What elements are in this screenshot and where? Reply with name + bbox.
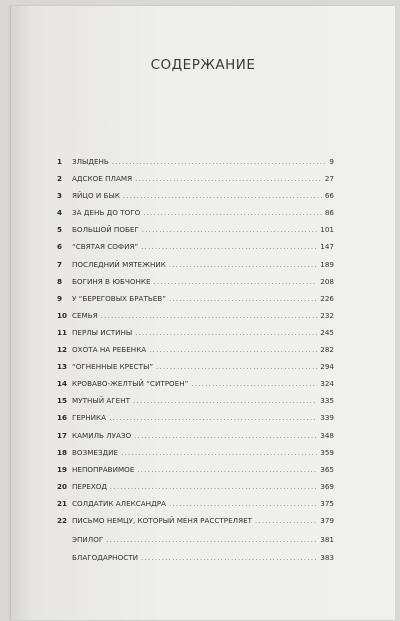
chapter-number: 14 [57, 379, 68, 389]
page-number: 66 [324, 191, 334, 201]
chapter-title: ВОЗМЕЗДИЕ [72, 447, 119, 457]
page-number: 208 [320, 276, 334, 286]
chapter-title: МУТНЫЙ АГЕНТ [72, 396, 131, 406]
chapter-title: ЗА ДЕНЬ ДО ТОГО [72, 208, 141, 218]
chapter-title: ПИСЬМО НЕМЦУ, КОТОРЫЙ МЕНЯ РАССТРЕЛЯЕТ [72, 515, 253, 525]
page-number: 86 [324, 208, 334, 218]
page-number: 282 [320, 345, 334, 355]
chapter-number: 22 [57, 515, 68, 525]
chapter-number: 21 [57, 498, 68, 508]
dot-leader [121, 449, 317, 457]
section-title: ЭПИЛОГ [72, 535, 104, 544]
dot-leader [101, 312, 318, 320]
toc-entry [57, 413, 334, 430]
chapter-title: ГЕРНИКА [72, 413, 107, 423]
section-title: БЛАГОДАРНОСТИ [72, 552, 139, 562]
chapter-title: “СВЯТАЯ СОФИЯ” [72, 242, 139, 252]
back-matter-entry [72, 553, 334, 571]
toc-entry [57, 260, 334, 277]
chapter-title: СЕМЬЯ [72, 310, 98, 320]
chapter-number: 6 [57, 242, 63, 252]
chapter-number: 12 [57, 345, 68, 355]
toc-entry [57, 191, 334, 208]
dot-leader [109, 414, 317, 422]
dot-leader [169, 500, 317, 508]
dot-leader [156, 363, 317, 371]
dot-leader [141, 243, 317, 251]
dot-leader [134, 432, 317, 440]
toc-entry [57, 448, 334, 465]
chapter-title: У “БЕРЕГОВЫХ БРАТЬЕВ” [72, 293, 166, 303]
toc-entry [57, 294, 334, 311]
back-matter-entry [72, 535, 334, 553]
page-number: 101 [320, 225, 334, 235]
toc-entry [57, 311, 334, 328]
page-number: 335 [320, 396, 334, 406]
chapter-title: БОЛЬШОЙ ПОБЕГ [72, 225, 139, 235]
chapter-title: “ОГНЕННЫЕ КРЕСТЫ” [72, 362, 154, 372]
toc-entry [57, 499, 334, 516]
dot-leader [137, 466, 317, 474]
chapter-number: 15 [57, 396, 68, 406]
chapter-title: ОХОТА НА РЕБЕНКА [72, 345, 147, 355]
page-number: 226 [320, 293, 334, 303]
page-number: 294 [320, 362, 334, 372]
toc-entry [57, 431, 334, 448]
page-number: 365 [320, 464, 334, 474]
toc-entry [57, 242, 334, 259]
page-title: СОДЕРЖАНИЕ [150, 57, 256, 73]
chapter-number: 5 [57, 225, 63, 235]
toc-entry [57, 516, 334, 533]
chapter-number: 8 [57, 276, 63, 286]
dot-leader [142, 226, 317, 234]
dot-leader [110, 483, 317, 491]
toc-entry [57, 174, 334, 191]
dot-leader [143, 209, 322, 217]
toc-entry [57, 328, 334, 345]
chapter-number: 3 [57, 191, 63, 201]
chapter-title: ПЕРЕХОД [72, 481, 108, 491]
page-number: 339 [320, 413, 334, 423]
page-number: 359 [320, 447, 334, 457]
page-number: 383 [320, 552, 334, 562]
toc-entry [57, 208, 334, 225]
chapter-number: 11 [57, 327, 68, 337]
chapter-number: 2 [57, 174, 63, 184]
toc-entry [57, 225, 334, 242]
book-page [11, 6, 395, 620]
toc-entry [57, 379, 334, 396]
chapter-title: КРОВАВО-ЖЕЛТЫЙ “СИТРОЕН” [72, 379, 189, 389]
dot-leader [106, 536, 317, 544]
dot-leader [169, 295, 317, 303]
page-number: 9 [329, 157, 334, 166]
chapter-title: СОЛДАТИК АЛЕКСАНДРА [72, 498, 166, 508]
toc-entry [57, 157, 334, 174]
dot-leader [154, 278, 318, 286]
chapter-number: 16 [57, 413, 68, 423]
chapter-number: 19 [57, 464, 68, 474]
chapter-number: 7 [57, 259, 63, 269]
chapter-title: КАМИЛЬ ЛУАЗО [72, 430, 132, 440]
dot-leader [135, 175, 322, 183]
page-number: 348 [320, 430, 334, 440]
page-number: 369 [320, 481, 334, 491]
chapter-number: 17 [57, 430, 68, 440]
page-number: 245 [320, 327, 334, 337]
toc-entry [57, 465, 334, 482]
chapter-number: 9 [57, 293, 63, 303]
dot-leader [255, 517, 317, 525]
dot-leader [133, 397, 317, 405]
chapter-number: 1 [57, 157, 63, 166]
chapter-number: 10 [57, 310, 68, 320]
dot-leader [123, 192, 322, 200]
page-number: 324 [320, 379, 334, 389]
chapter-number: 18 [57, 447, 68, 457]
chapter-title: ЗЛЫДЕНЬ [72, 157, 109, 166]
chapter-number: 13 [57, 362, 68, 372]
table-of-contents [57, 157, 334, 533]
page-number: 381 [320, 535, 334, 544]
toc-entry [57, 362, 334, 379]
chapter-title: ЯЙЦО И БЫК [72, 191, 120, 201]
dot-leader [112, 158, 327, 166]
chapter-title: НЕПОПРАВИМОЕ [72, 464, 135, 474]
chapter-title: ПЕРЛЫ ИСТИНЫ [72, 327, 133, 337]
chapter-title: АДСКОЕ ПЛАМЯ [72, 174, 133, 184]
chapter-title: БОГИНЯ В ЮБЧОНКЕ [72, 276, 151, 286]
dot-leader [149, 346, 317, 354]
toc-entry [57, 345, 334, 362]
chapter-number: 4 [57, 208, 63, 218]
page-number: 189 [320, 259, 334, 269]
dot-leader [191, 380, 317, 388]
page-number: 27 [324, 174, 334, 184]
page-number: 375 [320, 498, 334, 508]
page-number: 379 [320, 515, 334, 525]
dot-leader [169, 261, 317, 269]
toc-entry [57, 277, 334, 294]
chapter-number: 20 [57, 481, 68, 491]
dot-leader [135, 329, 317, 337]
toc-entry [57, 482, 334, 499]
page-number: 232 [320, 310, 334, 320]
page-number: 147 [320, 242, 334, 252]
back-matter-list [72, 535, 334, 570]
toc-entry [57, 396, 334, 413]
chapter-title: ПОСЛЕДНИЙ МЯТЕЖНИК [72, 259, 166, 269]
dot-leader [141, 554, 317, 562]
